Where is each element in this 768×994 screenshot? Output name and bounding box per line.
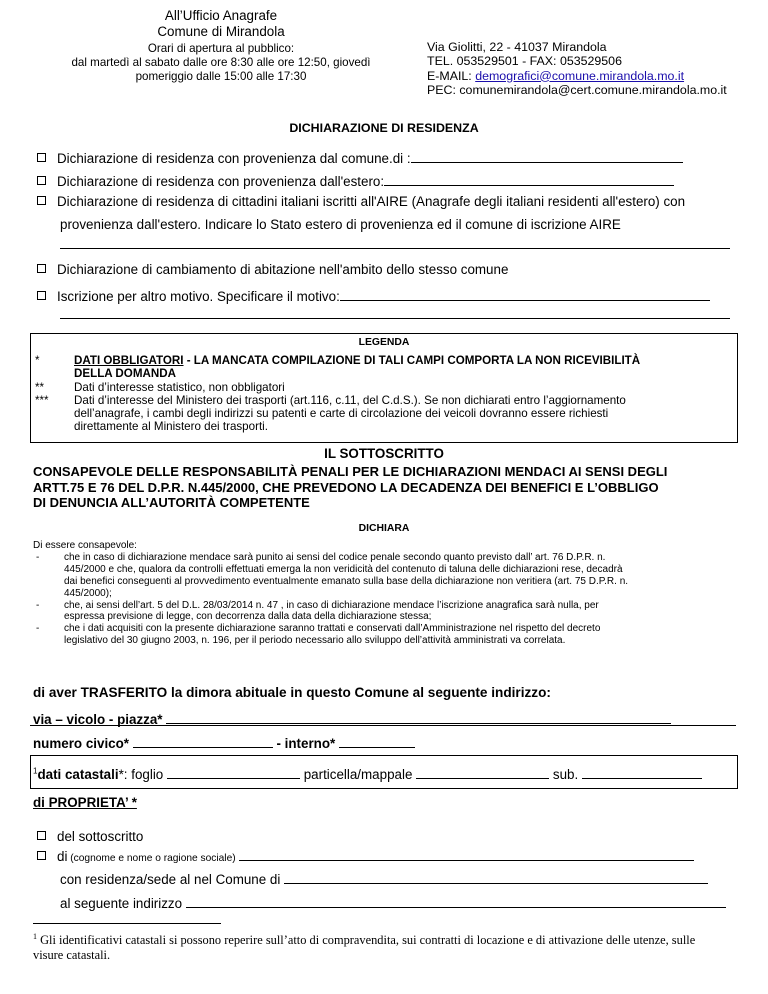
bullet-dash: -	[36, 623, 40, 635]
cadastral-row	[33, 764, 702, 782]
checkbox-owner-self[interactable]	[37, 831, 46, 840]
awareness-line: DI DENUNCIA ALL’AUTORITÀ COMPETENTE	[33, 495, 310, 510]
civic-number-field[interactable]	[133, 733, 273, 748]
legend-item-mandatory	[35, 354, 735, 381]
option-residence-from-abroad	[37, 171, 674, 189]
parcel-label: particella/mappale	[303, 767, 413, 782]
sub-label: sub.	[552, 767, 579, 782]
page-title: DICHIARAZIONE DI RESIDENZA	[289, 121, 479, 135]
interior-label: - interno*	[276, 736, 336, 751]
cadastral-label: dati catastali	[37, 767, 119, 782]
awareness-line: CONSAPEVOLE DELLE RESPONSABILITÀ PENALI PER LE DICHIARAZIONI MENDACI AI SENSI DEGLI	[33, 464, 668, 479]
owner-address-row	[60, 893, 726, 911]
ownership-heading: di PROPRIETA’ *	[33, 795, 137, 810]
consequence-line: che in caso di dichiarazione mendace sarà punito ai sensi del codice penale secondo quanto previsto dall’ art. 76 D.P.R. n.	[64, 551, 606, 563]
reason-field[interactable]	[340, 286, 710, 301]
option-label: Dichiarazione di residenza di cittadini italiani iscritti all'AIRE (Anagrafe degli italiani residenti all'estero) con	[57, 194, 686, 209]
consequences-intro: Di essere consapevole:	[33, 540, 137, 551]
municipality-name: Comune di Mirandola	[157, 24, 285, 39]
option-aire-continued: provenienza dall'estero. Indicare lo Stato estero di provenienza ed il comune di iscrizione AIRE	[60, 217, 621, 232]
email-label: E-MAIL:	[427, 68, 476, 83]
owner-residence-label: con residenza/sede al nel Comune di	[60, 872, 281, 887]
transfer-statement: di aver TRASFERITO la dimora abituale in questo Comune al seguente indirizzo:	[33, 685, 551, 700]
checkbox-aire[interactable]	[37, 196, 46, 205]
legend-mandatory-label: DATI OBBLIGATORI	[74, 354, 184, 367]
footnote-line	[33, 930, 753, 948]
owner-name-field[interactable]	[239, 846, 694, 861]
checkbox-change-address[interactable]	[37, 264, 46, 273]
consequence-line: che, ai sensi dell’art. 5 del D.L. 28/03/2014 n. 47 , in caso di dichiarazione mendace l’iscrizione anagrafica sarà nulla, per	[64, 599, 599, 611]
consequence-line: dai benefici conseguenti al provvedimento eventualmente emanato sulla base della dichiarazione non veritiera (art. 75 D.P.R. n.	[64, 575, 629, 587]
option-label: Dichiarazione di cambiamento di abitazione nell'ambito dello stesso comune	[57, 262, 509, 277]
consequence-text	[64, 600, 599, 624]
checkbox-from-abroad[interactable]	[37, 176, 46, 185]
owner-other-hint: (cognome e nome o ragione sociale)	[67, 853, 236, 864]
owner-self-label: del sottoscritto	[57, 829, 144, 844]
section-heading-declares: DICHIARA	[358, 523, 410, 534]
abroad-field[interactable]	[384, 171, 674, 186]
reason-field-continued[interactable]	[60, 304, 730, 319]
legend-text-line: dell’anagrafe, i cambi degli indirizzi su patenti e carte di circolazione dei veicoli dovranno essere richiesti	[74, 407, 609, 421]
sub-field[interactable]	[582, 764, 702, 779]
opening-hours-days: dal martedì al sabato dalle ore 8:30 alle ore 12:50, giovedì	[71, 56, 371, 69]
street-address: Via Giolitti, 22 - 41037 Mirandola	[427, 40, 607, 54]
owner-residence-row	[60, 869, 708, 887]
consequence-line: legislativo del 30 giugno 2003, n. 196, per il periodo necessario allo sviluppo dell’attività amministrati va correlata.	[64, 635, 566, 647]
consequence-text	[64, 552, 628, 600]
pec-line: PEC: comunemirandola@cert.comune.mirandola.mo.it	[427, 82, 727, 97]
footnote-marker: 1	[33, 766, 38, 776]
consequence-item	[33, 600, 753, 624]
consequence-item	[33, 623, 753, 647]
section-heading-undersigned: IL SOTTOSCRITTO	[324, 446, 444, 461]
legend-text	[74, 354, 640, 381]
opening-hours-label: Orari di apertura al pubblico:	[147, 42, 295, 55]
legend-mandatory-text: - LA MANCATA COMPILAZIONE DI TALI CAMPI COMPORTA LA NON RICEVIBILITÀ	[183, 354, 641, 367]
comune-field[interactable]	[411, 148, 683, 163]
declaration-awareness	[33, 464, 753, 511]
consequence-line: 445/2000);	[64, 587, 112, 599]
footnote-text-2: visure catastali.	[33, 947, 111, 962]
legend-item-transport	[35, 394, 735, 434]
legend-mandatory-text-2: DELLA DOMANDA	[74, 367, 176, 381]
footnote-separator	[33, 923, 221, 924]
legend-text	[74, 394, 626, 434]
civic-row	[33, 733, 415, 751]
consequence-item	[33, 552, 753, 600]
legend-marker: *	[35, 354, 40, 367]
consequence-line: espressa previsione di legge, con decorrenza dalla data della dichiarazione stessa;	[64, 611, 432, 623]
interior-field[interactable]	[339, 733, 415, 748]
parcel-field[interactable]	[416, 764, 549, 779]
legend-title: LEGENDA	[358, 337, 410, 348]
aire-field[interactable]	[60, 234, 730, 249]
option-residence-from-comune	[37, 148, 683, 166]
legend-text: Dati d’interesse statistico, non obbligatori	[74, 380, 285, 394]
option-change-address	[37, 262, 508, 277]
legend-content	[35, 354, 735, 434]
email-link[interactable]: demografici@comune.mirandola.mo.it	[475, 68, 685, 83]
legend-item-statistical	[35, 381, 735, 394]
footnote-text: Gli identificativi catastali si possono reperire sull’atto di compravendita, sui contratti di locazione e di attivazione delle utenze, sulle	[37, 933, 696, 948]
awareness-line: ARTT.75 E 76 DEL D.P.R. N.445/2000, CHE PREVEDONO LA DECADENZA DEI BENEFICI E L’OBBLIGO	[33, 479, 659, 495]
owner-other-row	[37, 846, 694, 864]
checkbox-owner-other[interactable]	[37, 851, 46, 860]
consequence-line: che i dati acquisiti con la presente dichiarazione saranno trattati e conservati dall’Amministrazione nel rispetto del decreto	[64, 623, 601, 635]
checkbox-other-reason[interactable]	[37, 291, 46, 300]
phone-fax: TEL. 053529501 - FAX: 053529506	[427, 54, 622, 69]
option-label: Dichiarazione di residenza con provenienza dall'estero:	[57, 174, 385, 189]
contact-block	[427, 40, 757, 97]
civic-number-label: numero civico*	[33, 736, 129, 751]
consequence-text	[64, 623, 600, 647]
cadastral-box	[30, 725, 736, 726]
sheet-field[interactable]	[167, 764, 300, 779]
owner-address-field[interactable]	[186, 893, 726, 908]
checkbox-from-comune[interactable]	[37, 153, 46, 162]
street-label: via – vicolo - piazza*	[33, 712, 163, 727]
footnote-number: 1	[33, 932, 37, 941]
option-label: Iscrizione per altro motivo. Specificare il motivo:	[57, 289, 340, 304]
legend-marker: ***	[35, 393, 49, 407]
option-label: Dichiarazione di residenza con provenienza dal comune.di :	[57, 151, 411, 166]
consequence-line: 445/2000 e che, qualora da controlli effettuati emerga la non veridicità del contenuto di taluna delle dichiarazioni rese, decadrà	[64, 563, 623, 575]
owner-residence-field[interactable]	[284, 869, 708, 884]
office-name: All’Ufficio Anagrafe	[164, 8, 278, 23]
bullet-dash: -	[36, 599, 40, 611]
bullet-dash: -	[36, 551, 40, 563]
option-other-reason	[37, 286, 710, 304]
owner-self-row	[37, 829, 143, 844]
opening-hours-afternoon: pomeriggio dalle 15:00 alle 17:30	[135, 70, 307, 83]
sheet-label: *: foglio	[118, 767, 164, 782]
owner-other-label: di	[57, 849, 68, 864]
owner-address-label: al seguente indirizzo	[60, 896, 183, 911]
office-address-block	[45, 8, 397, 84]
footnote	[33, 930, 753, 962]
email-line	[427, 69, 757, 83]
option-aire	[37, 194, 685, 209]
legend-marker: **	[35, 380, 45, 394]
legend-text-line: direttamente al Ministero dei trasporti.	[74, 420, 268, 434]
legend-text-line: Dati d’interesse del Ministero dei trasporti (art.116, c.11, del C.d.S.). Se non dichiarati entro l’aggiornamento	[74, 393, 626, 407]
street-field[interactable]	[166, 709, 671, 724]
consequences-list	[33, 540, 753, 647]
